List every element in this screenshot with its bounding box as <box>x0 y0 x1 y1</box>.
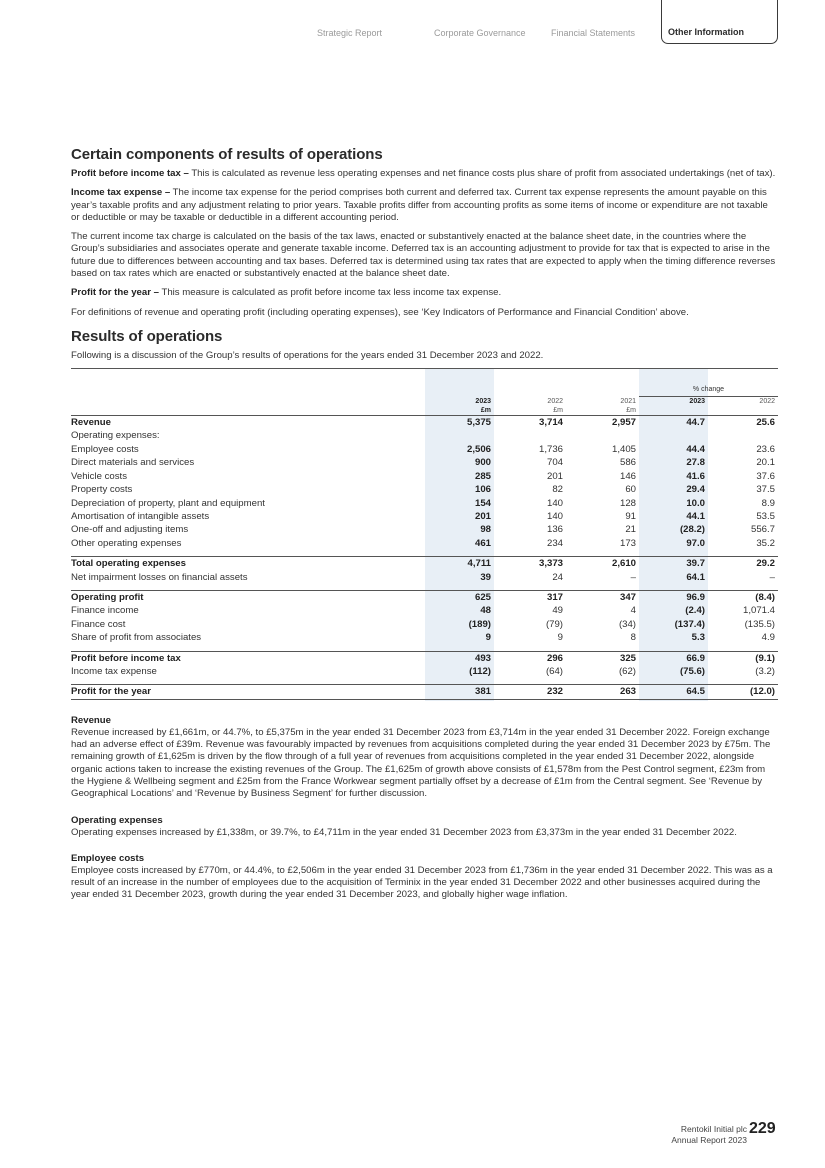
table-cell: 493 <box>425 651 494 665</box>
row-label: Profit for the year <box>71 685 425 699</box>
table-cell: (2.4) <box>685 605 705 617</box>
table-cell: 98 <box>480 524 491 536</box>
table-cell: 8 <box>630 632 636 644</box>
table-cell <box>708 429 778 442</box>
heading-employee-costs: Employee costs <box>71 852 145 864</box>
row-label: One-off and adjusting items <box>71 524 189 536</box>
table-cell <box>494 429 566 442</box>
heading-operating-expenses: Operating expenses <box>71 814 163 826</box>
table-cell: 3,373 <box>494 557 566 571</box>
table-cell: 9 <box>485 632 491 644</box>
definition-profit-for-year: This measure is calculated as profit before income tax less income tax expense. <box>158 287 502 299</box>
table-cell: 48 <box>480 605 491 617</box>
table-cell: (12.0) <box>708 685 778 699</box>
table-row <box>71 685 778 699</box>
table-cell: 347 <box>566 590 639 604</box>
row-label: Vehicle costs <box>71 470 127 482</box>
row-label: Property costs <box>71 484 133 496</box>
table-cell: (28.2) <box>679 524 705 536</box>
table-row <box>71 497 778 510</box>
table-cell: 82 <box>552 484 563 496</box>
table-cell: 2,610 <box>566 557 639 571</box>
page-number: 229 <box>749 1120 776 1137</box>
row-label: Amortisation of intangible assets <box>71 510 210 522</box>
table-cell: 285 <box>474 470 491 482</box>
table-cell: 900 <box>474 457 491 469</box>
table-cell: 96.9 <box>639 590 708 604</box>
section-title-components: Certain components of results of operations <box>71 146 383 163</box>
term-profit-for-year: Profit for the year – <box>71 287 159 299</box>
table-cell: 39 <box>480 571 491 583</box>
table-cell: 296 <box>494 651 566 665</box>
row-label: Other operating expenses <box>71 537 182 549</box>
paragraph-definitions: For definitions of revenue and operating profit (including operating expenses), see ‘Key Indicators of Performance and Financial Condition’ above. <box>71 306 689 318</box>
table-row <box>71 470 778 483</box>
paragraph-profit-before-tax <box>71 168 778 180</box>
table-cell: 35.2 <box>756 537 775 549</box>
table-cell: (34) <box>618 618 636 630</box>
footer-report: Annual Report 2023 <box>671 1135 747 1145</box>
table-cell: 201 <box>546 470 563 482</box>
table-row <box>71 590 778 604</box>
table-cell <box>566 429 639 442</box>
table-cell: 136 <box>546 524 563 536</box>
term-profit-before-tax: Profit before income tax – <box>71 168 189 179</box>
section-navigation <box>0 0 825 46</box>
row-label: Operating profit <box>71 590 425 604</box>
table-cell: 3,714 <box>538 417 563 429</box>
table-cell: 381 <box>425 685 494 699</box>
table-cell: 5.3 <box>691 632 705 644</box>
table-row <box>71 416 778 430</box>
table-cell: 263 <box>566 685 639 699</box>
table-cell: 154 <box>474 497 491 509</box>
table-cell: (8.4) <box>708 590 778 604</box>
table-row <box>71 631 778 644</box>
footer-company: Rentokil Initial plc <box>680 1124 747 1134</box>
table-cell: 106 <box>474 484 491 496</box>
table-cell: (189) <box>468 618 491 630</box>
table-cell: (9.1) <box>708 651 778 665</box>
paragraph-current-tax: The current income tax charge is calculated on the basis of the tax laws, enacted or substantively enacted at the balance sheet date, in the countries where the Group’s subsidiaries and associates operate and generate taxable income. Deferred tax is an accounting adjustment to provide for tax that is expected to arise in the future due to differences between accounting and tax bases. Deferred tax is determined using tax rates that are expected to apply when the timing difference reverses based on tax rates which are enacted or substantively enacted at the balance sheet date. <box>71 231 776 280</box>
table-cell: 461 <box>474 537 491 549</box>
table-cell: 44.7 <box>686 417 705 429</box>
row-label: Finance income <box>71 605 139 617</box>
header-unit: £m <box>494 406 566 416</box>
table-cell: 24 <box>552 571 563 583</box>
table-cell: 37.5 <box>756 484 775 496</box>
table-row <box>71 557 778 571</box>
table-cell: 49 <box>552 605 563 617</box>
table-cell: 140 <box>546 510 563 522</box>
table-cell: 2,506 <box>466 443 491 455</box>
paragraph-income-tax <box>71 187 778 224</box>
table-row <box>71 510 778 523</box>
paragraph-operating-expenses: Operating expenses increased by £1,338m, or 39.7%, to £4,711m in the year ended 31 December 2023 from £3,373m in the year ended 31 December 2022. <box>71 826 737 838</box>
table-cell: 234 <box>546 537 563 549</box>
table-row <box>71 618 778 631</box>
table-cell: 37.6 <box>756 470 775 482</box>
table-cell <box>639 429 708 442</box>
table-cell: 8.9 <box>761 497 775 509</box>
table-cell: 27.8 <box>686 457 705 469</box>
table-cell: 9 <box>557 632 563 644</box>
header-unit: £m <box>425 406 494 416</box>
table-cell: 44.1 <box>686 510 705 522</box>
table-row <box>71 665 778 678</box>
row-label: Finance cost <box>71 618 126 630</box>
table-cell: 586 <box>619 457 636 469</box>
table-cell: 4,711 <box>425 557 494 571</box>
paragraph-revenue: Revenue increased by £1,661m, or 44.7%, to £5,375m in the year ended 31 December 2023 from £3,714m in the year ended 31 December 2022. Foreign exchange had an adverse effect of £39m. Revenue was favourably impacted by revenues from acquisitions completed during the year ended 31 December 2023 by £75m. The remaining growth of £1,625m is driven by the flow through of a full year of revenues from acquisitions completed in the year ended 31 December 2022, alongside organic actions taken to increase the existing revenues of the Group. The £1,625m of growth above consists of £1,578m from the Pest Control segment, £23m from the Hygiene & Wellbeing segment and £25m from the France Workwear segment partially offset by a decrease of £1m from the Central segment. See ‘Revenue by Geographical Locations’ and ‘Revenue by Business Segment’ for further discussion. <box>71 726 771 800</box>
row-label: Direct materials and services <box>71 457 195 469</box>
definition-profit-before-tax: This is calculated as revenue less operating expenses and net finance costs plus share of profit from associated undertakings (net of tax). <box>188 168 776 179</box>
header-unit <box>708 406 778 416</box>
table-cell: 53.5 <box>756 510 775 522</box>
table-cell: (137.4) <box>674 618 705 630</box>
table-cell: 91 <box>625 510 636 522</box>
pct-change-label: % change <box>639 383 778 397</box>
header-year: 2022 <box>547 398 563 406</box>
nav-tab-other-information-label: Other Information <box>668 27 744 37</box>
table-row <box>71 537 778 550</box>
table-cell: (112) <box>469 665 491 677</box>
table-cell: 128 <box>619 497 636 509</box>
row-label: Total operating expenses <box>71 557 425 571</box>
table-cell: 39.7 <box>639 557 708 571</box>
table-cell: 44.4 <box>686 443 705 455</box>
header-year: 2021 <box>620 398 636 406</box>
table-cell: 4.9 <box>761 632 775 644</box>
header-year: 2022 <box>759 398 775 406</box>
nav-tab-other-information[interactable] <box>661 0 778 44</box>
table-cell: 556.7 <box>750 524 775 536</box>
table-row <box>71 429 778 442</box>
table-cell: 60 <box>625 484 636 496</box>
table-cell: 1,736 <box>538 443 563 455</box>
header-year: 2023 <box>689 398 705 406</box>
table-row <box>71 456 778 469</box>
row-label: Net impairment losses on financial assets <box>71 571 248 583</box>
term-income-tax: Income tax expense – <box>71 187 171 199</box>
table-row <box>71 571 778 584</box>
nav-tab-strategic-report[interactable]: Strategic Report <box>317 28 383 38</box>
table-cell: 704 <box>546 457 563 469</box>
table-cell: 66.9 <box>639 651 708 665</box>
row-label: Revenue <box>71 417 111 429</box>
table-cell <box>425 429 494 442</box>
table-cell: – <box>769 571 775 583</box>
footer-report-name <box>671 1124 747 1146</box>
nav-tab-financial-statements[interactable]: Financial Statements <box>551 28 636 38</box>
row-label: Depreciation of property, plant and equipment <box>71 497 265 509</box>
section-title-results: Results of operations <box>71 327 223 345</box>
header-unit: £m <box>566 406 639 416</box>
table-cell: – <box>630 571 636 583</box>
table-cell: 325 <box>566 651 639 665</box>
table-cell: 64.1 <box>686 571 705 583</box>
table-cell: (3.2) <box>755 665 775 677</box>
table-cell: 41.6 <box>686 470 705 482</box>
table-cell: 140 <box>546 497 563 509</box>
table-cell: 23.6 <box>756 443 775 455</box>
row-label: Operating expenses: <box>71 430 160 442</box>
table-row <box>71 443 778 456</box>
table-cell: 20.1 <box>756 457 775 469</box>
row-label: Profit before income tax <box>71 651 425 665</box>
row-label: Income tax expense <box>71 665 157 677</box>
table-cell: 173 <box>619 537 636 549</box>
table-cell: 25.6 <box>756 417 775 429</box>
table-cell: 5,375 <box>466 417 491 429</box>
table-cell: 625 <box>425 590 494 604</box>
paragraph-results-intro: Following is a discussion of the Group’s results of operations for the years ended 31 December 2023 and 2022. <box>71 349 544 361</box>
table-cell: 64.5 <box>639 685 708 699</box>
header-unit <box>639 406 708 416</box>
table-cell: 10.0 <box>686 497 705 509</box>
table-cell: 1,405 <box>611 443 636 455</box>
table-row <box>71 604 778 617</box>
table-cell: 29.4 <box>686 484 705 496</box>
row-label: Employee costs <box>71 443 139 455</box>
table-cell: (135.5) <box>744 618 775 630</box>
table-cell: (64) <box>545 665 563 677</box>
table-cell: 146 <box>619 470 636 482</box>
results-table <box>71 368 778 701</box>
heading-revenue: Revenue <box>71 714 111 726</box>
header-year: 2023 <box>475 398 491 406</box>
table-row <box>71 483 778 496</box>
table-cell: (62) <box>618 665 636 677</box>
table-cell: 232 <box>494 685 566 699</box>
page-content <box>71 146 778 909</box>
table-cell: 201 <box>474 510 491 522</box>
table-cell: 317 <box>494 590 566 604</box>
nav-tab-corporate-governance[interactable]: Corporate Governance <box>434 28 526 38</box>
table-cell: 97.0 <box>686 537 705 549</box>
row-label: Share of profit from associates <box>71 632 202 644</box>
table-cell: 1,071.4 <box>742 605 775 617</box>
table-cell: 2,957 <box>611 417 636 429</box>
table-cell: (75.6) <box>679 665 705 677</box>
table-cell: 29.2 <box>708 557 778 571</box>
table-cell: (79) <box>545 618 563 630</box>
table-row <box>71 651 778 665</box>
definition-income-tax: The income tax expense for the period comprises both current and deferred tax. Current tax expense represents the amount payable on this year’s taxable profits and any adjustment relating to prior years. Taxable profits differ from accounting profits as some items of income or expenditure are not taxable or deductible or may be taxable or deductible in a different accounting period. <box>71 187 768 223</box>
table-row <box>71 523 778 536</box>
paragraph-profit-for-year <box>71 287 778 299</box>
table-cell: 21 <box>625 524 636 536</box>
paragraph-employee-costs: Employee costs increased by £770m, or 44.4%, to £2,506m in the year ended 31 December 2023 from £1,736m in the year ended 31 December 2022. This was as a result of an increase in the number of employees due to the acquisition of Terminix in the year ended 31 December 2022 and other businesses acquired during the year ended 31 December 2023, growth during the year ended 31 December 2023, and globally higher wage inflation. <box>71 864 773 901</box>
table-cell: 4 <box>630 605 636 617</box>
